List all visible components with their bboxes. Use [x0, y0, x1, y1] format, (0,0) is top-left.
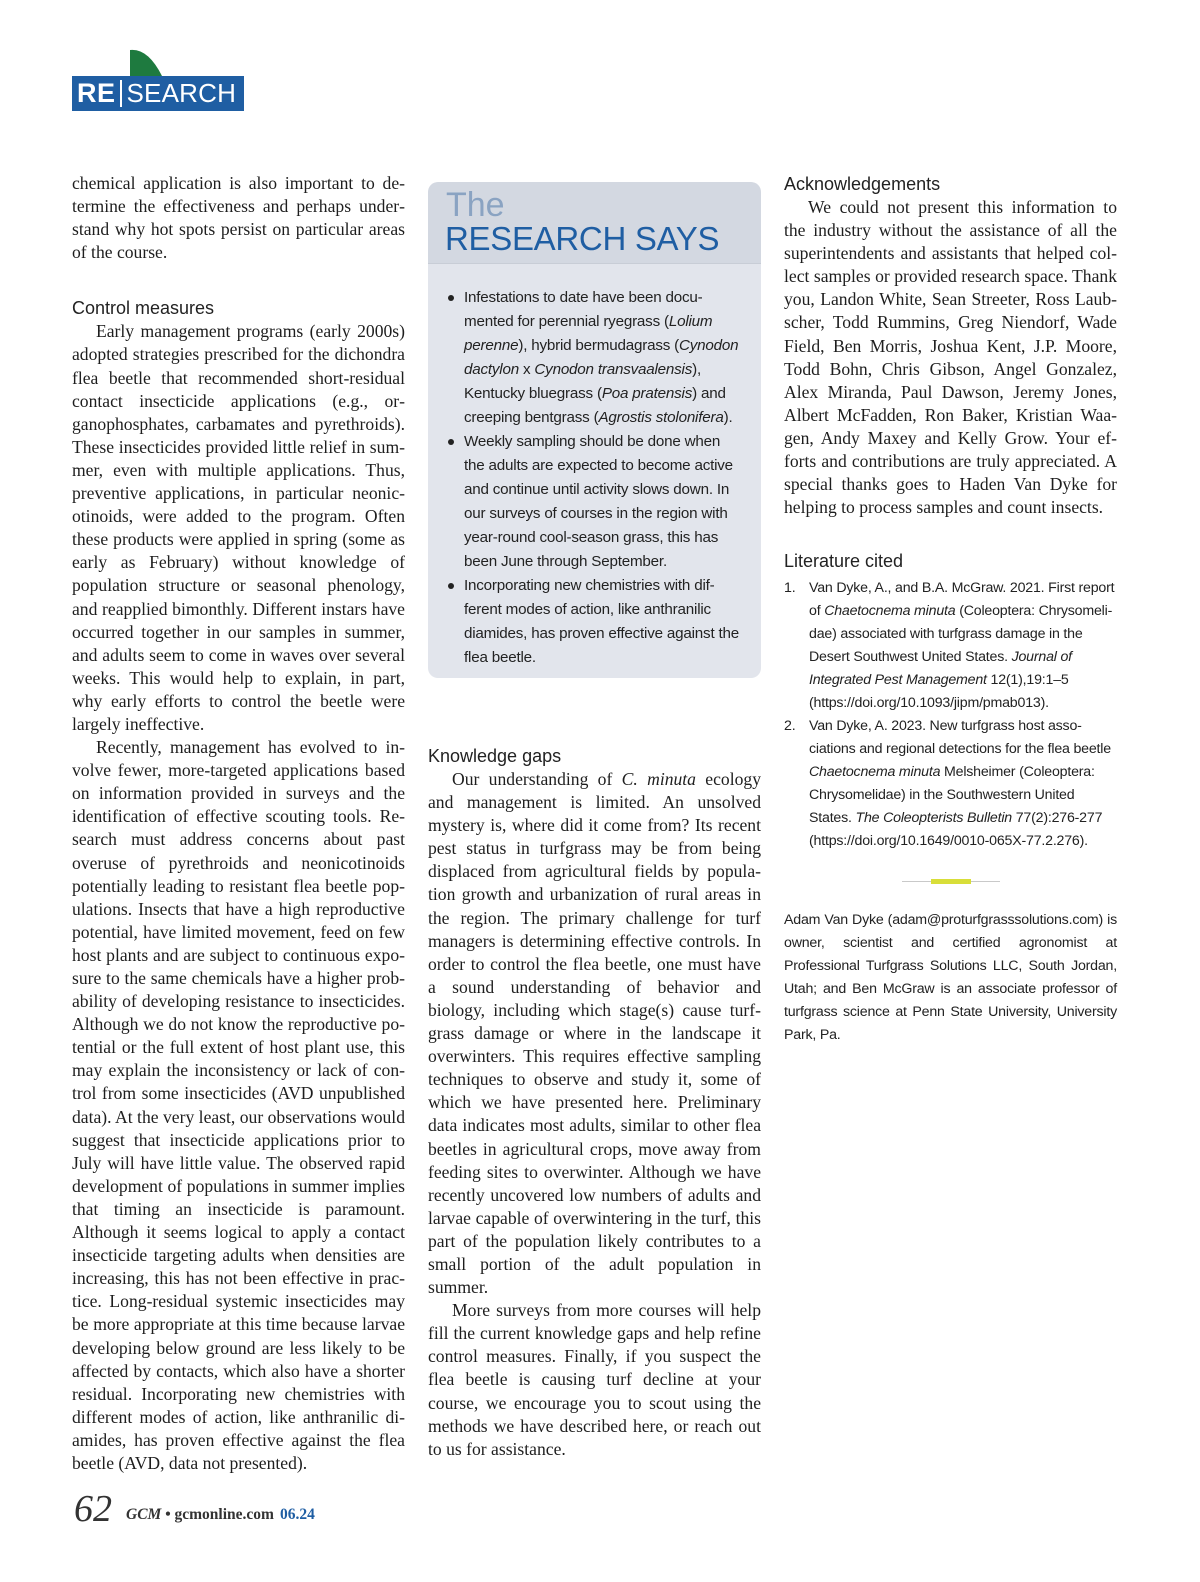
research-says-title: RESEARCH SAYS [445, 220, 720, 257]
list-item: Weekly sampling should be done when the adults are expected to become active and continue until activity slows down. In our surveys of courses in the region with year-round cool-season grass, this has been June through September. [464, 430, 739, 574]
body-paragraph: Recently, management has evolved to involve fewer, more-targeted applications based on information provided in surveys and the identification of effective scouting tools. Research must address concerns about past overuse of pyrethroids and neonicotinoids potentially leading to resistant flea beetle populations. Insects that have a high reproductive potential, have limited movement, feed on few host plants and are subject to continuous exposure to the same chemicals have a higher probability of developing resistance to insecticides. Although we do not know the reproductive potential or the full extent of host plant use, this may explain the inconsistency or lack of control from some insecticides (AVD unpublished data). At the very least, our observations would suggest that insecticide applications prior to July will have little value. The observed rapid development of populations in summer implies that timing an insecticide is paramount. Although it seems logical to apply a contact insecticide targeting adults when densities are increasing, this has not been effective in practice. Long-residual systemic insecticides may be more appropriate at this time because larvae developing below ground are less likely to be affected by contacts, which also have a shorter residual. Incorporating new chemistries with different modes of action, like anthranilic diamides, has proven effective against the flea beetle (AVD, data not presented). [72, 737, 405, 1473]
reference-item: 2. Van Dyke, A. 2023. New turfgrass host associations and regional detections for the flea beetle Chaetocnema minuta Melsheimer (Coleoptera: Chrysomelidae) in the Southwestern United States. The Coleopterists Bulletin 77(2):276-277 (https://doi.org/10.1649/0010-065X-77.2.276). [784, 715, 1117, 853]
reference-number: 1. [784, 580, 796, 597]
bullet-icon [448, 439, 454, 445]
middle-column [428, 744, 761, 1461]
research-says-header [428, 182, 761, 264]
body-paragraph: Our understanding of C. minuta ecology and management is limited. An unsolved mystery is, where did it come from? Its recent pest status in turfgrass may be from being displaced from agricultural fields by population growth and urbanization of rural areas in the region. The primary challenge for turf managers is determining effective controls. In order to control the flea beetle, one must have a sound understanding of behavior and biology, including which stage(s) cause turfgrass damage or where in the landscape it overwinters. This requires effective sampling techniques to observe and study it, some of which we have presented here. Preliminary data indicates most adults, similar to other flea beetles in agricultural crops, move away from feeding sites to overwinter. Although we have recently uncovered low numbers of adults and larvae capable of overwintering in the turf, this part of the population likely contributes to a small portion of the adult population in summer. [428, 769, 761, 1298]
issue-date: 06.24 [279, 1506, 315, 1523]
section-label [72, 76, 244, 111]
research-says-list [428, 264, 761, 670]
bullet-icon [448, 583, 454, 589]
research-says-box [428, 182, 761, 678]
bullet-icon [448, 295, 454, 301]
acknowledgements-text: We could not present this information to the industry without the assistance of all the superintendents and assistants that helped collect samples or provided research space. Thank you, Landon White, Sean Streeter, Ross Laubscher, Todd Rummins, Greg Niendorf, Wade Field, Ben Morris, Joshua Kent, J.P. Moore, Todd Bohn, Chris Gibson, Angel Gonzalez, Alex Miranda, Paul Dawson, Jeremy Jones, Albert McFadden, Ron Baker, Kristian Waagen, Andy Maxey and Kelly Grow. Your efforts and contributions are truly appreciated. A special thanks goes to Haden Van Dyke for helping to process samples and count insects. [784, 197, 1117, 518]
reference-item: 1. Van Dyke, A., and B.A. McGraw. 2021. First report of Chaetocnema minuta (Coleoptera: Chrysomelidae) associated with turfgrass damage in the Desert Southwest United States. Journal of Integrated Pest Management 12(1),19:1–5 (https://doi.org/10.1093/jipm/pmab013). [784, 577, 1117, 715]
list-item: Infestations to date have been documented for perennial ryegrass (Lolium perenne), hybrid bermudagrass (Cynodon dactylon x Cynodon transvaalensis), Kentucky bluegrass (Poa pratensis) and creeping bentgrass (Agrostis stolonifera). [464, 286, 739, 430]
research-says-title-small: The [446, 186, 505, 224]
footer-website: gcmonline.com [174, 1506, 274, 1523]
author-bio: Adam Van Dyke (adam@proturfgrasssolutions.com) is owner, scientist and certified agronomist at Professional Turfgrass Solutions LLC, South Jordan, Utah; and Ben McGraw is an associate professor of turfgrass science at Penn State University, University Park, Pa. [784, 912, 1117, 1044]
reference-list [784, 577, 1117, 853]
section-label-bold: RE [77, 78, 116, 108]
section-label-light: SEARCH [126, 78, 237, 108]
footer-publication [126, 1506, 315, 1528]
body-paragraph: Early management programs (early 2000s) adopted strategies prescribed for the dichondra flea beetle that recommended short-residual contact insecticide applications (e.g., organophosphates, carbamates and pyrethroids). These insecticides provided little relief in summer, even with multiple applications. Thus, preventive applications, in particular neonicotinoids, were added to the program. Often these products were applied in spring (some as early as February) without knowledge of population structure or seasonal phenology, and reapplied bimonthly. Different instars have occurred together in our samples in summer, and adults seem to come in waves over several weeks. This would help to explain, in part, why early efforts to control the beetle were largely ineffective. [72, 321, 405, 734]
knowledge-gaps-heading: Knowledge gaps [428, 746, 562, 766]
species-name: C. minuta [621, 769, 696, 789]
section-divider [784, 879, 1117, 885]
intro-paragraph: chemical application is also important to determine the effectiveness and perhaps understand why hot spots persist on particular areas of the course. [72, 173, 405, 263]
footer-bullet: • [165, 1506, 171, 1523]
list-item: Incorporating new chemistries with different modes of action, like anthranilic diamides, has proven effective against the flea beetle. [464, 574, 739, 670]
page-number: 62 [74, 1488, 112, 1530]
right-column [784, 172, 1117, 1047]
section-logo [72, 46, 245, 112]
control-measures-heading: Control measures [72, 298, 215, 319]
publication-name: GCM [126, 1506, 162, 1523]
page-footer [74, 1488, 315, 1528]
body-paragraph: More surveys from more courses will help fill the current knowledge gaps and help refine control measures. Finally, if you suspect the flea beetle is causing turf decline at your course, we encourage you to scout using the methods we have described here, or reach out to us for assistance. [428, 1300, 761, 1459]
divider-accent [931, 879, 971, 884]
literature-cited-heading: Literature cited [784, 551, 904, 572]
leaf-icon [128, 46, 162, 76]
reference-number: 2. [784, 718, 796, 735]
acknowledgements-heading: Acknowledgements [784, 174, 941, 194]
section-label-divider [120, 80, 122, 107]
left-column [72, 172, 405, 1475]
